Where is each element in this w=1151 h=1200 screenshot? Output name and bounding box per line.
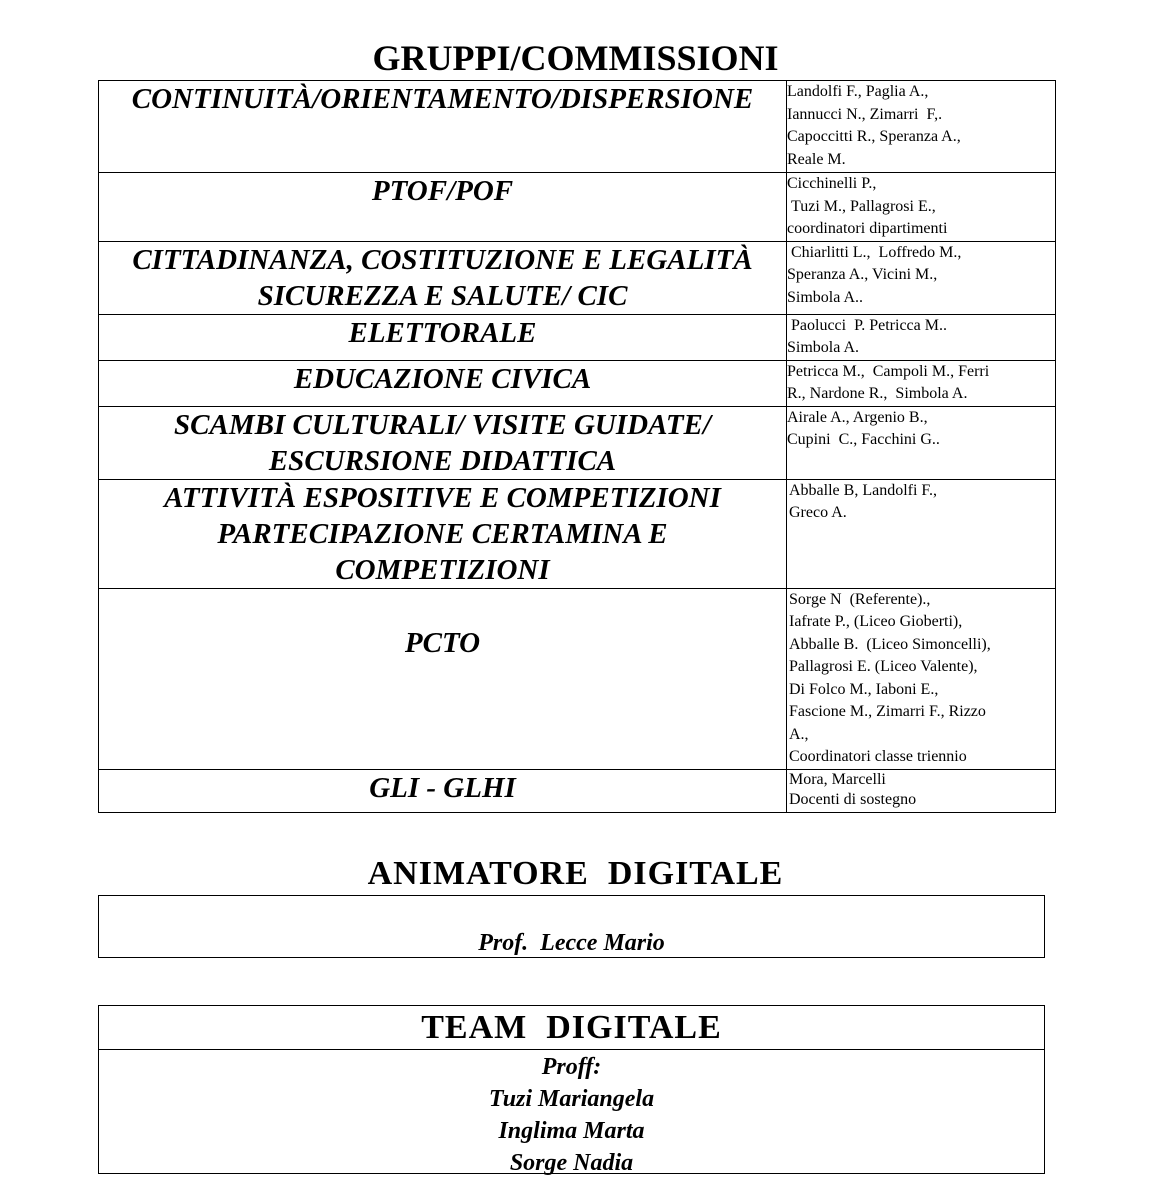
table-row	[99, 406, 1056, 479]
table-row	[99, 241, 1056, 314]
commission-members: Sorge N (Referente)., Iafrate P., (Liceo Gioberti), Abballe B. (Liceo Simoncelli), Pallagrosi E. (Liceo Valente), Di Folco M., Iaboni E., Fascione M., Zimarri F., Rizzo A., Coordinatori classe triennio	[787, 588, 1056, 769]
commission-members: Mora, Marcelli Docenti di sostegno	[787, 769, 1056, 812]
commission-name: PTOF/POF	[99, 173, 787, 242]
commission-name: SCAMBI CULTURALI/ VISITE GUIDATE/ ESCURSIONE DIDATTICA	[99, 406, 787, 479]
team-title: TEAM DIGITALE	[99, 1006, 1044, 1050]
commission-members: Airale A., Argenio B., Cupini C., Facchini G..	[787, 406, 1056, 479]
commission-members: Chiarlitti L., Loffredo M., Speranza A., Vicini M., Simbola A..	[787, 241, 1056, 314]
commission-name: PCTO	[99, 588, 787, 769]
commission-name: CITTADINANZA, COSTITUZIONE E LEGALITÀ SICUREZZA E SALUTE/ CIC	[99, 241, 787, 314]
commission-name: GLI - GLHI	[99, 769, 787, 812]
commission-name: ATTIVITÀ ESPOSITIVE E COMPETIZIONI PARTECIPAZIONE CERTAMINA E COMPETIZIONI	[99, 479, 787, 588]
team-members	[99, 1050, 1044, 1179]
team-line: Proff:	[541, 1054, 602, 1080]
table-row	[99, 314, 1056, 360]
commission-members: Abballe B, Landolfi F., Greco A.	[787, 479, 1056, 588]
commission-name: ELETTORALE	[99, 314, 787, 360]
team-box	[98, 1005, 1045, 1174]
commission-members: Petricca M., Campoli M., Ferri R., Nardone R., Simbola A.	[787, 360, 1056, 406]
table-row	[99, 81, 1056, 173]
team-line: Inglima Marta	[498, 1118, 645, 1144]
table-row	[99, 479, 1056, 588]
animatore-box	[98, 895, 1045, 958]
table-row	[99, 173, 1056, 242]
team-line: Tuzi Mariangela	[488, 1086, 655, 1112]
team-line: Sorge Nadia	[509, 1150, 634, 1176]
commission-members: Cicchinelli P., Tuzi M., Pallagrosi E., coordinatori dipartimenti	[787, 173, 1056, 242]
table-row	[99, 588, 1056, 769]
commission-name: CONTINUITÀ/ORIENTAMENTO/DISPERSIONE	[99, 81, 787, 173]
table-row	[99, 769, 1056, 812]
page-title: GRUPPI/COMMISSIONI	[372, 38, 779, 78]
commissions-table	[98, 80, 1056, 813]
commission-members: Landolfi F., Paglia A., Iannucci N., Zimarri F,. Capoccitti R., Speranza A., Reale M.	[787, 81, 1056, 173]
animatore-name: Prof. Lecce Mario	[478, 930, 665, 956]
table-row	[99, 360, 1056, 406]
commission-name: EDUCAZIONE CIVICA	[99, 360, 787, 406]
animatore-title: ANIMATORE DIGITALE	[367, 855, 784, 892]
commission-members: Paolucci P. Petricca M.. Simbola A.	[787, 314, 1056, 360]
